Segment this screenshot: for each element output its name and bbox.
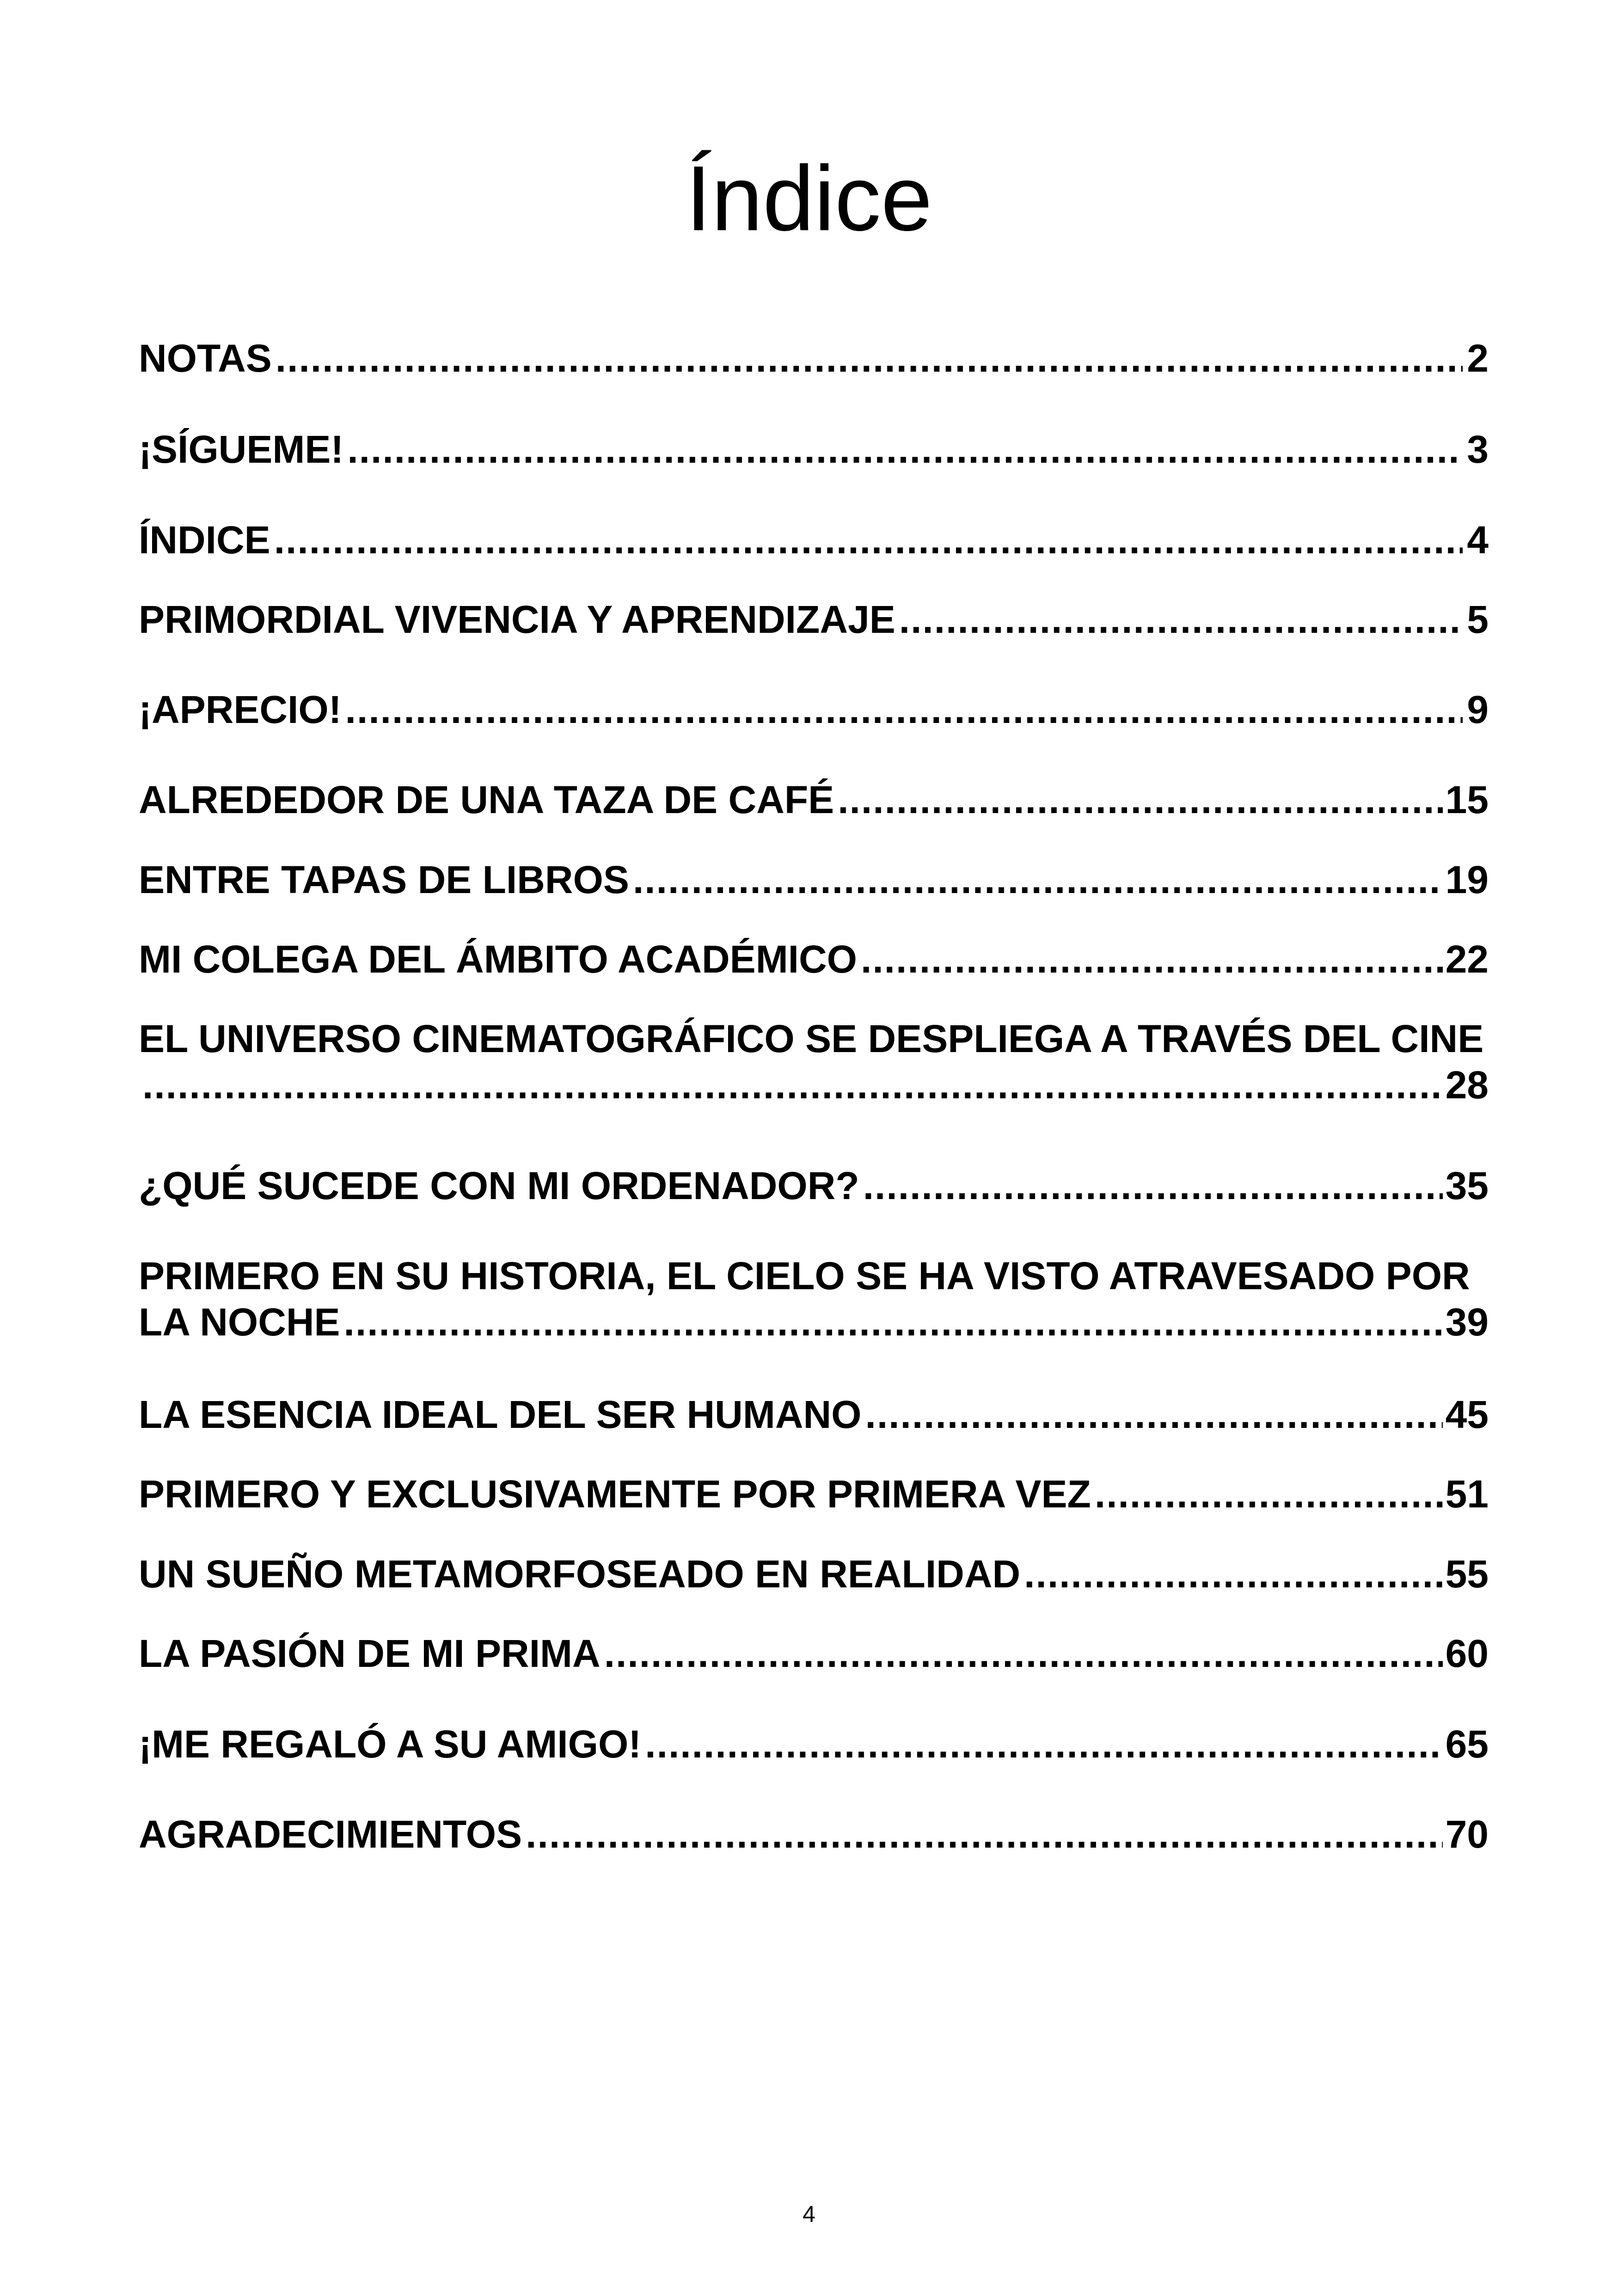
dot-leader: [344, 1299, 1443, 1345]
toc-entry: [139, 1016, 1489, 1108]
dot-leader: [838, 777, 1442, 823]
toc-entry-title: LA PASIÓN DE MI PRIMA: [139, 1632, 601, 1675]
toc-entry-title: LA ESENCIA IDEAL DEL SER HUMANO: [139, 1393, 862, 1436]
toc-entry-title: ¡APRECIO!: [139, 688, 342, 731]
dot-leader: [526, 1811, 1442, 1857]
toc-entry-title: EL UNIVERSO CINEMATOGRÁFICO SE DESPLIEGA A TRAVÉS DEL CINE: [139, 1017, 1484, 1060]
toc-entry-page: 51: [1445, 1472, 1489, 1516]
dot-leader: [345, 686, 1463, 733]
toc-entry-page: 22: [1445, 937, 1489, 981]
toc-entry: [139, 426, 1489, 472]
toc-entry: [139, 596, 1489, 643]
toc-entry-page: 65: [1445, 1722, 1489, 1766]
dot-leader: [276, 335, 1463, 381]
dot-leader: [1024, 1551, 1442, 1597]
dot-leader: [863, 1163, 1443, 1209]
toc-entry-title: MI COLEGA DEL ÁMBITO ACADÉMICO: [139, 937, 857, 981]
toc-entry-title: ¡SÍGUEME!: [139, 428, 344, 471]
toc-entry: [139, 1253, 1489, 1345]
toc-entry-page: 9: [1467, 688, 1489, 731]
toc-entry-page: 45: [1445, 1393, 1489, 1436]
dot-leader: [274, 517, 1463, 563]
toc-entry-title: ¡ME REGALÓ A SU AMIGO!: [139, 1722, 642, 1766]
dot-leader: [899, 596, 1463, 643]
dot-leader: [861, 936, 1443, 982]
toc-entry-title: UN SUEÑO METAMORFOSEADO EN REALIDAD: [139, 1552, 1021, 1596]
toc-entry-page: 70: [1445, 1812, 1489, 1856]
toc-entry: [139, 1721, 1489, 1767]
page-title: Índice: [686, 147, 932, 250]
dot-leader: [142, 1062, 1443, 1108]
toc-entry-title: PRIMERO EN SU HISTORIA, EL CIELO SE HA VISTO ATRAVESADO POR: [139, 1254, 1470, 1298]
dot-leader: [347, 426, 1463, 472]
toc-entry-page: 4: [1467, 518, 1489, 562]
dot-leader: [645, 1721, 1442, 1767]
toc-entry-page: 55: [1445, 1552, 1489, 1596]
page-number: 4: [803, 2201, 815, 2227]
dot-leader: [1095, 1471, 1443, 1517]
toc-entry-title: PRIMORDIAL VIVENCIA Y APRENDIZAJE: [139, 598, 895, 641]
toc-entry: [139, 1391, 1489, 1438]
toc-entry-page: 5: [1467, 598, 1489, 641]
toc-entry: [139, 1630, 1489, 1677]
toc-entry-page: 60: [1445, 1632, 1489, 1675]
toc-entry-page: 3: [1467, 428, 1489, 471]
toc-entry-title: ÍNDICE: [139, 518, 270, 562]
toc-entry-page: 35: [1445, 1164, 1489, 1207]
toc-entry: [139, 936, 1489, 982]
toc-entry-page: 28: [1445, 1063, 1489, 1107]
toc-entry-title-continued: LA NOCHE: [139, 1300, 340, 1344]
toc-entry-title: NOTAS: [139, 337, 272, 380]
toc-entry-page: 19: [1445, 858, 1489, 901]
dot-leader: [604, 1630, 1443, 1677]
toc-entry: [139, 335, 1489, 381]
toc-entry: [139, 857, 1489, 903]
toc-entry-title: ENTRE TAPAS DE LIBROS: [139, 858, 629, 901]
toc-entry: [139, 1471, 1489, 1517]
toc-entry: [139, 1163, 1489, 1209]
toc-entry: [139, 686, 1489, 733]
toc-entry: [139, 1551, 1489, 1597]
toc-entry-page: 2: [1467, 337, 1489, 380]
toc-entry-title: ALREDEDOR DE UNA TAZA DE CAFÉ: [139, 778, 834, 821]
toc-entry: [139, 1811, 1489, 1857]
toc-entry-page: 15: [1445, 778, 1489, 821]
dot-leader: [865, 1391, 1442, 1438]
toc-entry: [139, 517, 1489, 563]
toc-entry-title: ¿QUÉ SUCEDE CON MI ORDENADOR?: [139, 1164, 859, 1207]
toc-entry-page: 39: [1445, 1300, 1489, 1344]
dot-leader: [633, 857, 1443, 903]
toc-entry-title: AGRADECIMIENTOS: [139, 1812, 522, 1856]
toc-entry: [139, 777, 1489, 823]
toc-entry-title: PRIMERO Y EXCLUSIVAMENTE POR PRIMERA VEZ: [139, 1472, 1091, 1516]
